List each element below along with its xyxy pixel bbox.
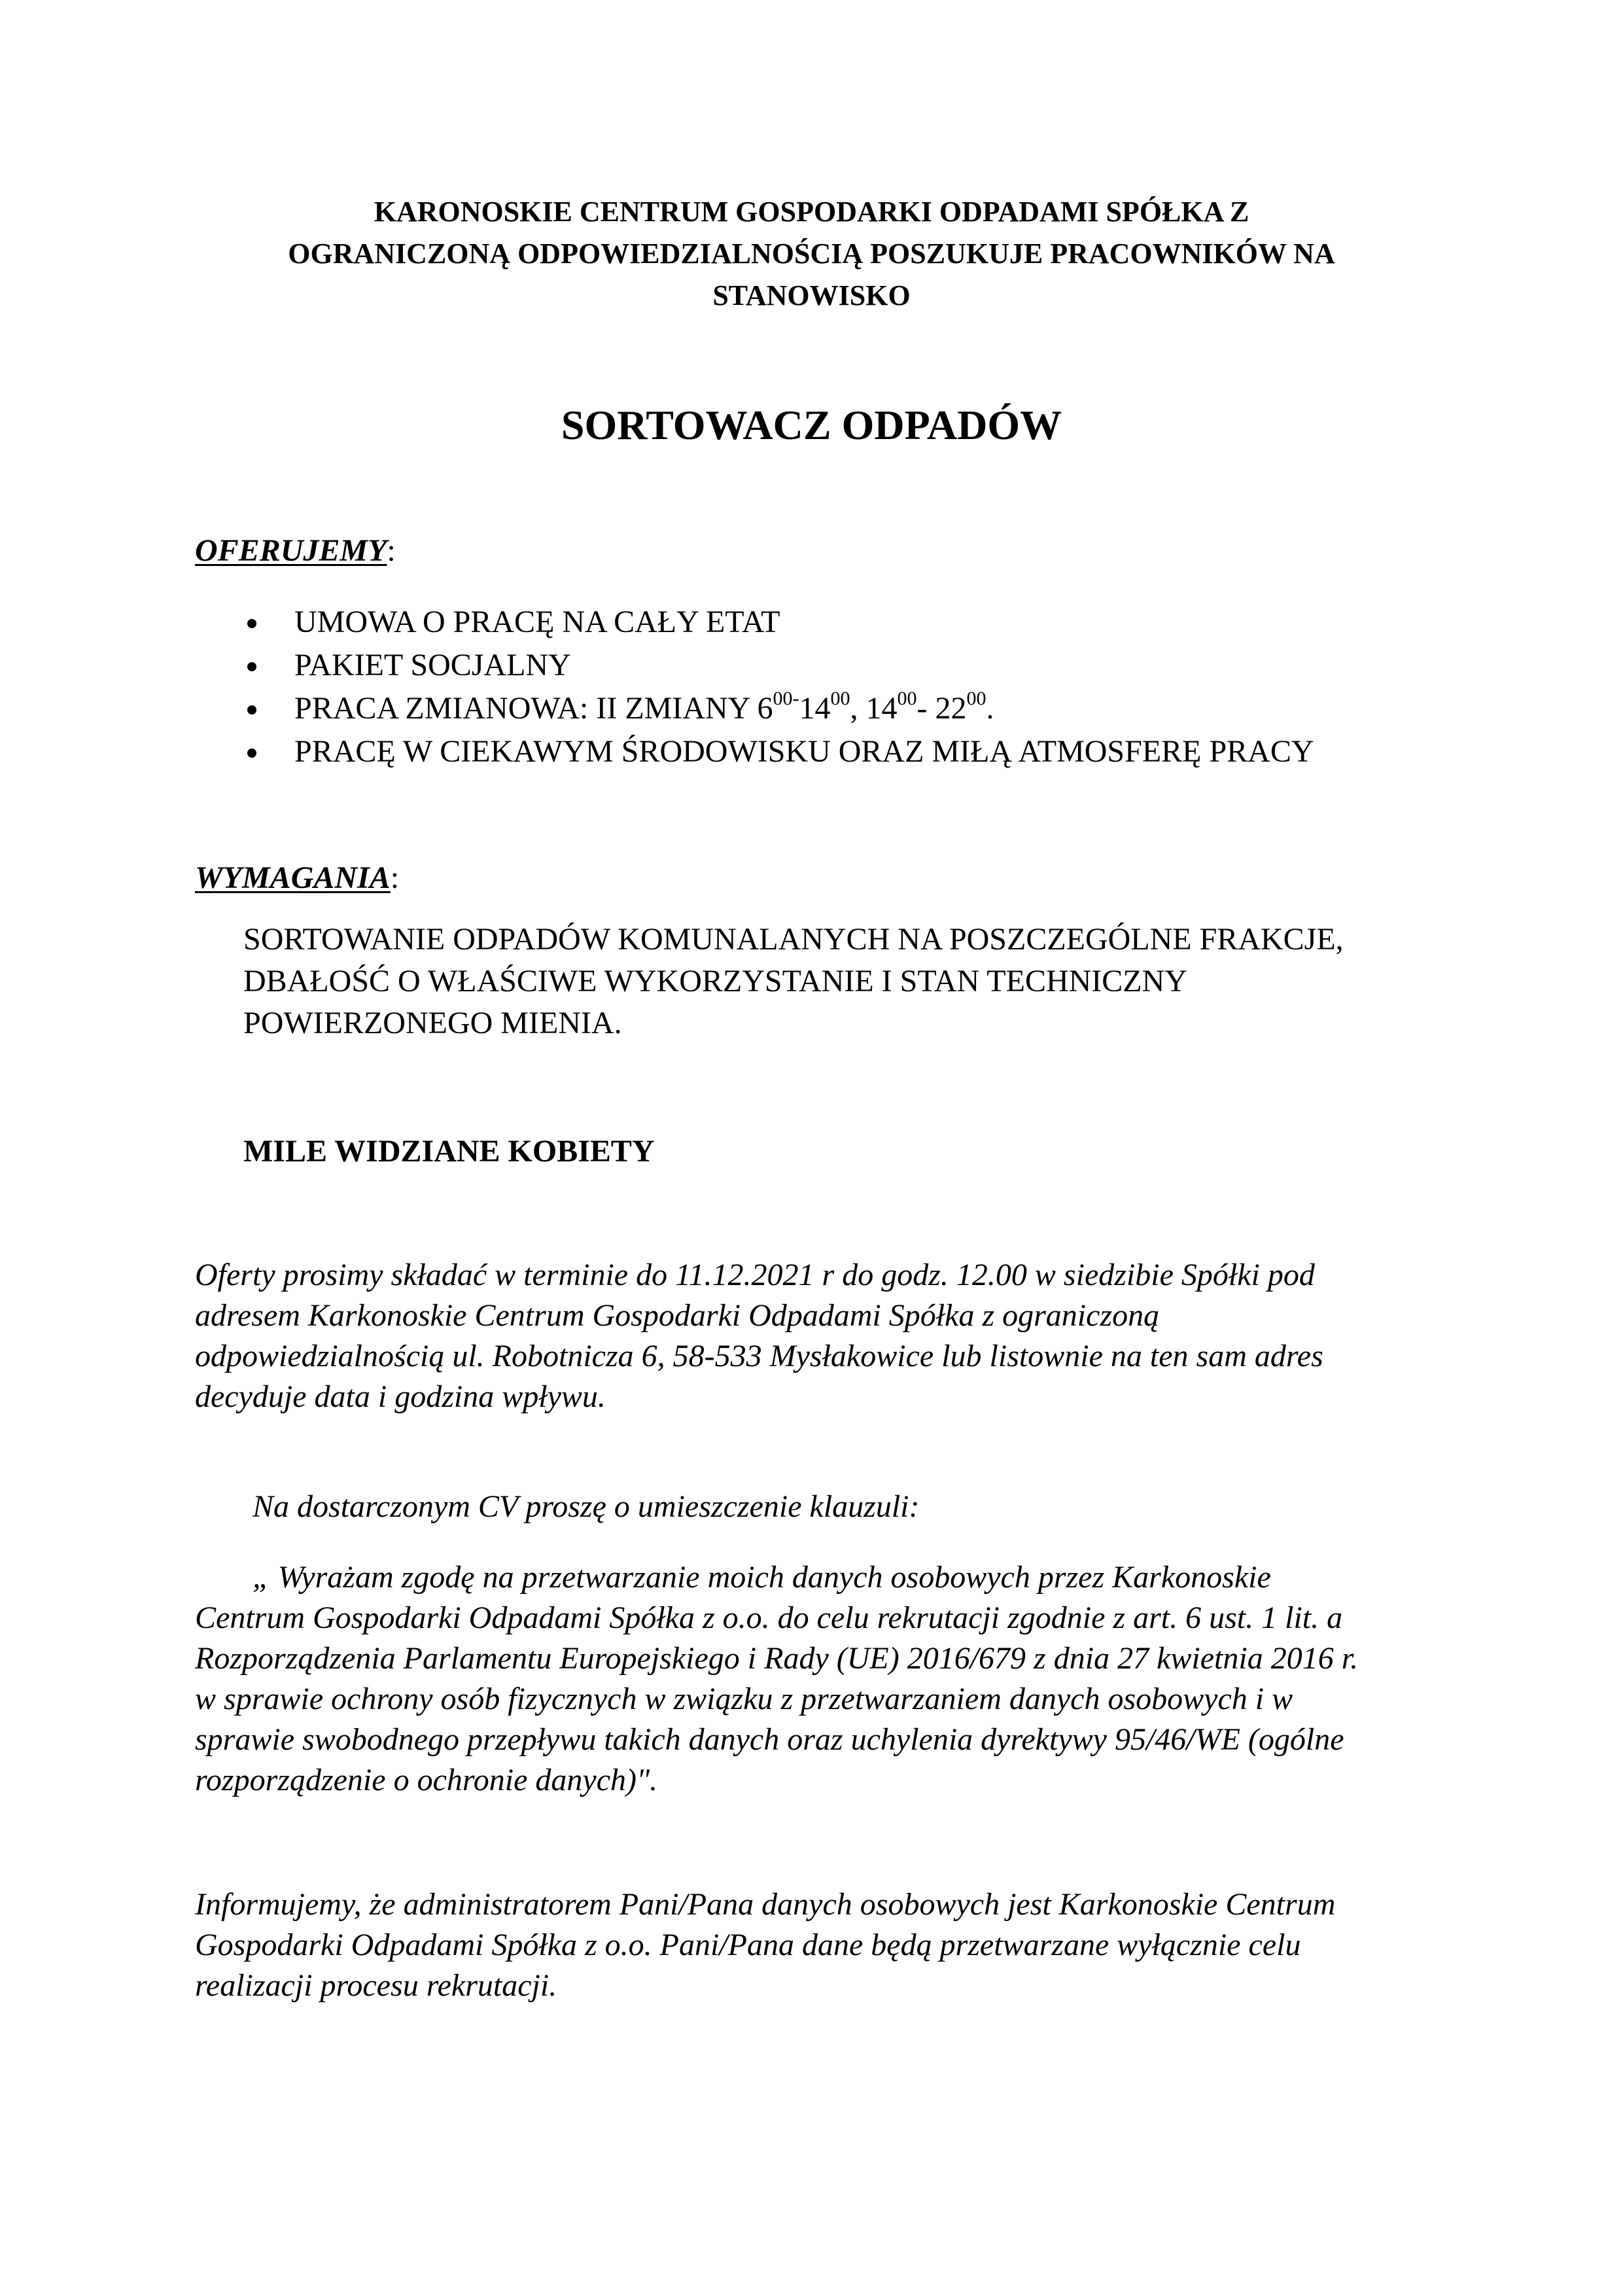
offer-list (195, 601, 1314, 773)
offer-item-text: UMOWA O PRACĘ NA CAŁY ETAT (294, 605, 780, 639)
shift-sup: 00 (830, 688, 850, 709)
bullet-icon (247, 749, 256, 758)
shift-end: . (986, 691, 994, 726)
shift-text: - 22 (916, 691, 967, 726)
requirements-text (243, 919, 1344, 1044)
requirements-line: POWIERZONEGO MIENIA. (243, 1006, 622, 1040)
cv-note (253, 1487, 919, 1527)
offer-section-label (195, 531, 396, 571)
paragraph-line: adresem Karkonoskie Centrum Gospodarki Odpadami Spółka z ograniczoną (195, 1298, 1160, 1333)
paragraph-line: odpowiedzialnością ul. Robotnicza 6, 58-533 Mysłakowice lub listownie na ten sam adres (195, 1339, 1323, 1373)
paragraph-line: Centrum Gospodarki Odpadami Spółka z o.o. do celu rekrutacji zgodnie z art. 6 ust. 1 lit. a (195, 1600, 1343, 1635)
job-title: SORTOWACZ ODPADÓW (561, 402, 1062, 448)
employer-heading (196, 191, 1427, 317)
heading-line: KARONOSKIE CENTRUM GOSPODARKI ODPADAMI SPÓŁKA Z (374, 196, 1249, 228)
shift-sup: 00- (773, 688, 799, 709)
shift-text: 14 (799, 691, 831, 726)
shift-hours (294, 688, 994, 726)
requirements-label: WYMAGANIA (195, 860, 391, 895)
paragraph-line: rozporządzenie o ochronie danych)". (195, 1763, 658, 1797)
preferred-note: MILE WIDZIANE KOBIETY (243, 1134, 655, 1169)
requirements-label-colon: : (390, 860, 400, 895)
paragraph-line: realizacji procesu rekrutacji. (195, 1968, 557, 2003)
paragraph-line: Informujemy, że administratorem Pani/Pana danych osobowych jest Karkonoskie Centrum (195, 1887, 1336, 1922)
bullet-icon (247, 705, 256, 715)
list-item (195, 687, 1314, 730)
paragraph-line: „ Wyrażam zgodę na przetwarzanie moich danych osobowych przez Karkonoskie (253, 1560, 1271, 1595)
shift-text: , 14 (850, 691, 898, 726)
requirements-line: SORTOWANIE ODPADÓW KOMUNALANYCH NA POSZCZEGÓLNE FRAKCJE, (243, 922, 1344, 957)
consent-clause (195, 1557, 1358, 1801)
heading-line: OGRANICZONĄ ODPOWIEDZIALNOŚCIĄ POSZUKUJE PRACOWNIKÓW NA (288, 238, 1335, 270)
bullet-icon (247, 619, 256, 628)
shift-sup: 00 (897, 688, 917, 709)
requirements-section-label (195, 858, 399, 898)
offer-item-text: PRACĘ W CIEKAWYM ŚRODOWISKU ORAZ MIŁĄ ATMOSFERĘ PRACY (294, 734, 1314, 769)
requirements-line: DBAŁOŚĆ O WŁAŚCIWE WYKORZYSTANIE I STAN TECHNICZNY (243, 964, 1187, 998)
paragraph-line: Na dostarczonym CV proszę o umieszczenie klauzuli: (253, 1489, 920, 1524)
offer-item-text: PAKIET SOCJALNY (294, 648, 571, 682)
list-item (195, 644, 1314, 687)
offer-label: OFERUJEMY (195, 533, 387, 568)
bullet-icon (247, 662, 256, 671)
paragraph-line: Rozporządzenia Parlamentu Europejskiego i Rady (UE) 2016/679 z dnia 27 kwietnia 2016 r. (195, 1641, 1359, 1676)
paragraph-line: Oferty prosimy składać w terminie do 11.12.2021 r do godz. 12.00 w siedzibie Spółki pod (195, 1258, 1315, 1292)
offers-deadline-paragraph (195, 1255, 1323, 1417)
paragraph-line: w sprawie ochrony osób fizycznych w związku z przetwarzaniem danych osobowych i w (195, 1682, 1293, 1716)
list-item (195, 601, 1314, 644)
data-admin-info (195, 1884, 1335, 2006)
paragraph-line: decyduje data i godzina wpływu. (195, 1379, 606, 1414)
paragraph-line: sprawie swobodnego przepływu takich danych oraz uchylenia dyrektywy 95/46/WE (ogólne (195, 1722, 1344, 1757)
paragraph-line: Gospodarki Odpadami Spółka z o.o. Pani/Pana dane będą przetwarzane wyłącznie celu (195, 1928, 1301, 1962)
offer-label-colon: : (387, 533, 396, 568)
list-item (195, 730, 1314, 773)
heading-line: STANOWISKO (712, 279, 911, 311)
shift-sup: 00 (966, 688, 986, 709)
shift-prefix: PRACA ZMIANOWA: II ZMIANY 6 (294, 691, 773, 726)
